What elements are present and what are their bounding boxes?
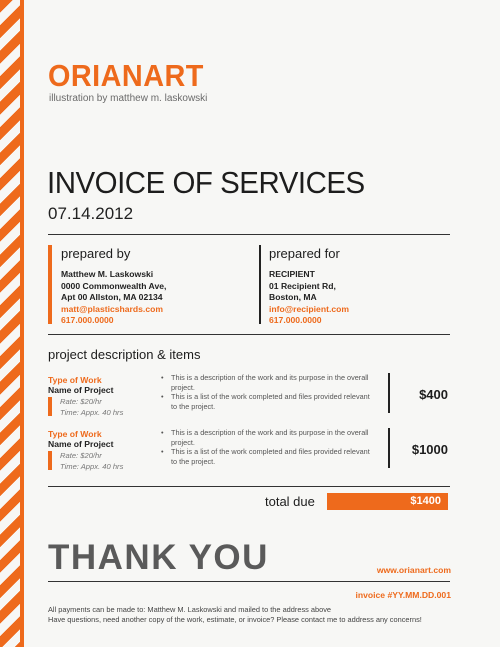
item-bullet: This is a list of the work completed and files provided relevant to the project. [171,447,370,466]
item-project-name: Name of Project [48,439,114,449]
invoice-title: INVOICE OF SERVICES [47,165,365,200]
item-rate: Rate: $20/hr [60,451,102,460]
prepared-by-details [61,269,166,327]
prepared-by-heading: prepared by [61,246,131,261]
item-accent-bar [48,397,52,416]
item-price: $1000 [411,442,448,457]
item-meta [60,396,123,418]
prepared-by-address1: 0000 Commonwealth Ave, [61,280,167,291]
footer-notes [48,605,422,625]
payment-note: All payments can be made to: Matthew M. Laskowski and mailed to the address above [48,605,332,614]
items-section-title: project description & items [48,347,201,362]
item-project-name: Name of Project [48,385,114,395]
accent-bar [48,245,52,324]
divider [48,334,450,335]
prepared-for-details [269,269,349,327]
item-bullet: This is a description of the work and its purpose in the overall project. [171,373,369,392]
brand-tagline: illustration by matthew m. laskowski [49,93,208,104]
decorative-stripe-border [0,0,20,647]
total-due-label: total due [265,494,315,509]
item-work-type: Type of Work [48,429,102,439]
item-description: • This is a description of the work and its purpose in the overall project. • This is a list of the work completed and files provided relevant to the project. [161,428,370,466]
item-price: $400 [419,387,448,402]
prepared-by-phone: 617.000.0000 [61,315,114,325]
invoice-date: 07.14.2012 [48,204,134,223]
website-link[interactable]: www.orianart.com [376,565,451,575]
prepared-by-address2: Apt 00 Allston, MA 02134 [61,292,163,302]
thank-you-heading: THANK YOU [48,538,269,577]
prepared-for-address1: 01 Recipient Rd, [269,280,336,291]
item-meta [60,450,123,472]
prepared-for-email[interactable]: info@recipient.com [269,303,350,314]
item-rate: Rate: $20/hr [60,397,102,406]
column-divider [259,245,261,324]
item-time: Time: Appx. 40 hrs [60,408,124,417]
prepared-for-phone: 617.000.0000 [269,315,322,325]
item-work-type: Type of Work [48,375,102,385]
divider [48,234,450,235]
total-due-amount: $1400 [327,493,448,510]
contact-note: Have questions, need another copy of the work, estimate, or invoice? Please contact me to address any concerns! [48,615,422,624]
prepared-for-address2: Boston, MA [269,292,317,302]
item-bullet: This is a list of the work completed and files provided relevant to the project. [171,392,370,411]
item-time: Time: Appx. 40 hrs [60,462,124,471]
prepared-for-heading: prepared for [269,246,340,261]
prepared-by-email[interactable]: matt@plasticshards.com [61,303,163,314]
item-bullet: This is a description of the work and its purpose in the overall project. [171,428,369,447]
item-description: • This is a description of the work and its purpose in the overall project. • This is a list of the work completed and files provided relevant to the project. [161,373,370,411]
brand-logo: ORIANART [48,58,204,93]
prepared-by-name: Matthew M. Laskowski [61,269,154,279]
divider [48,486,450,487]
prepared-for-name: RECIPIENT [269,269,315,279]
accent-border-line [20,0,24,647]
item-accent-bar [48,451,52,470]
invoice-number: invoice #YY.MM.DD.001 [355,590,451,600]
divider [48,581,450,582]
